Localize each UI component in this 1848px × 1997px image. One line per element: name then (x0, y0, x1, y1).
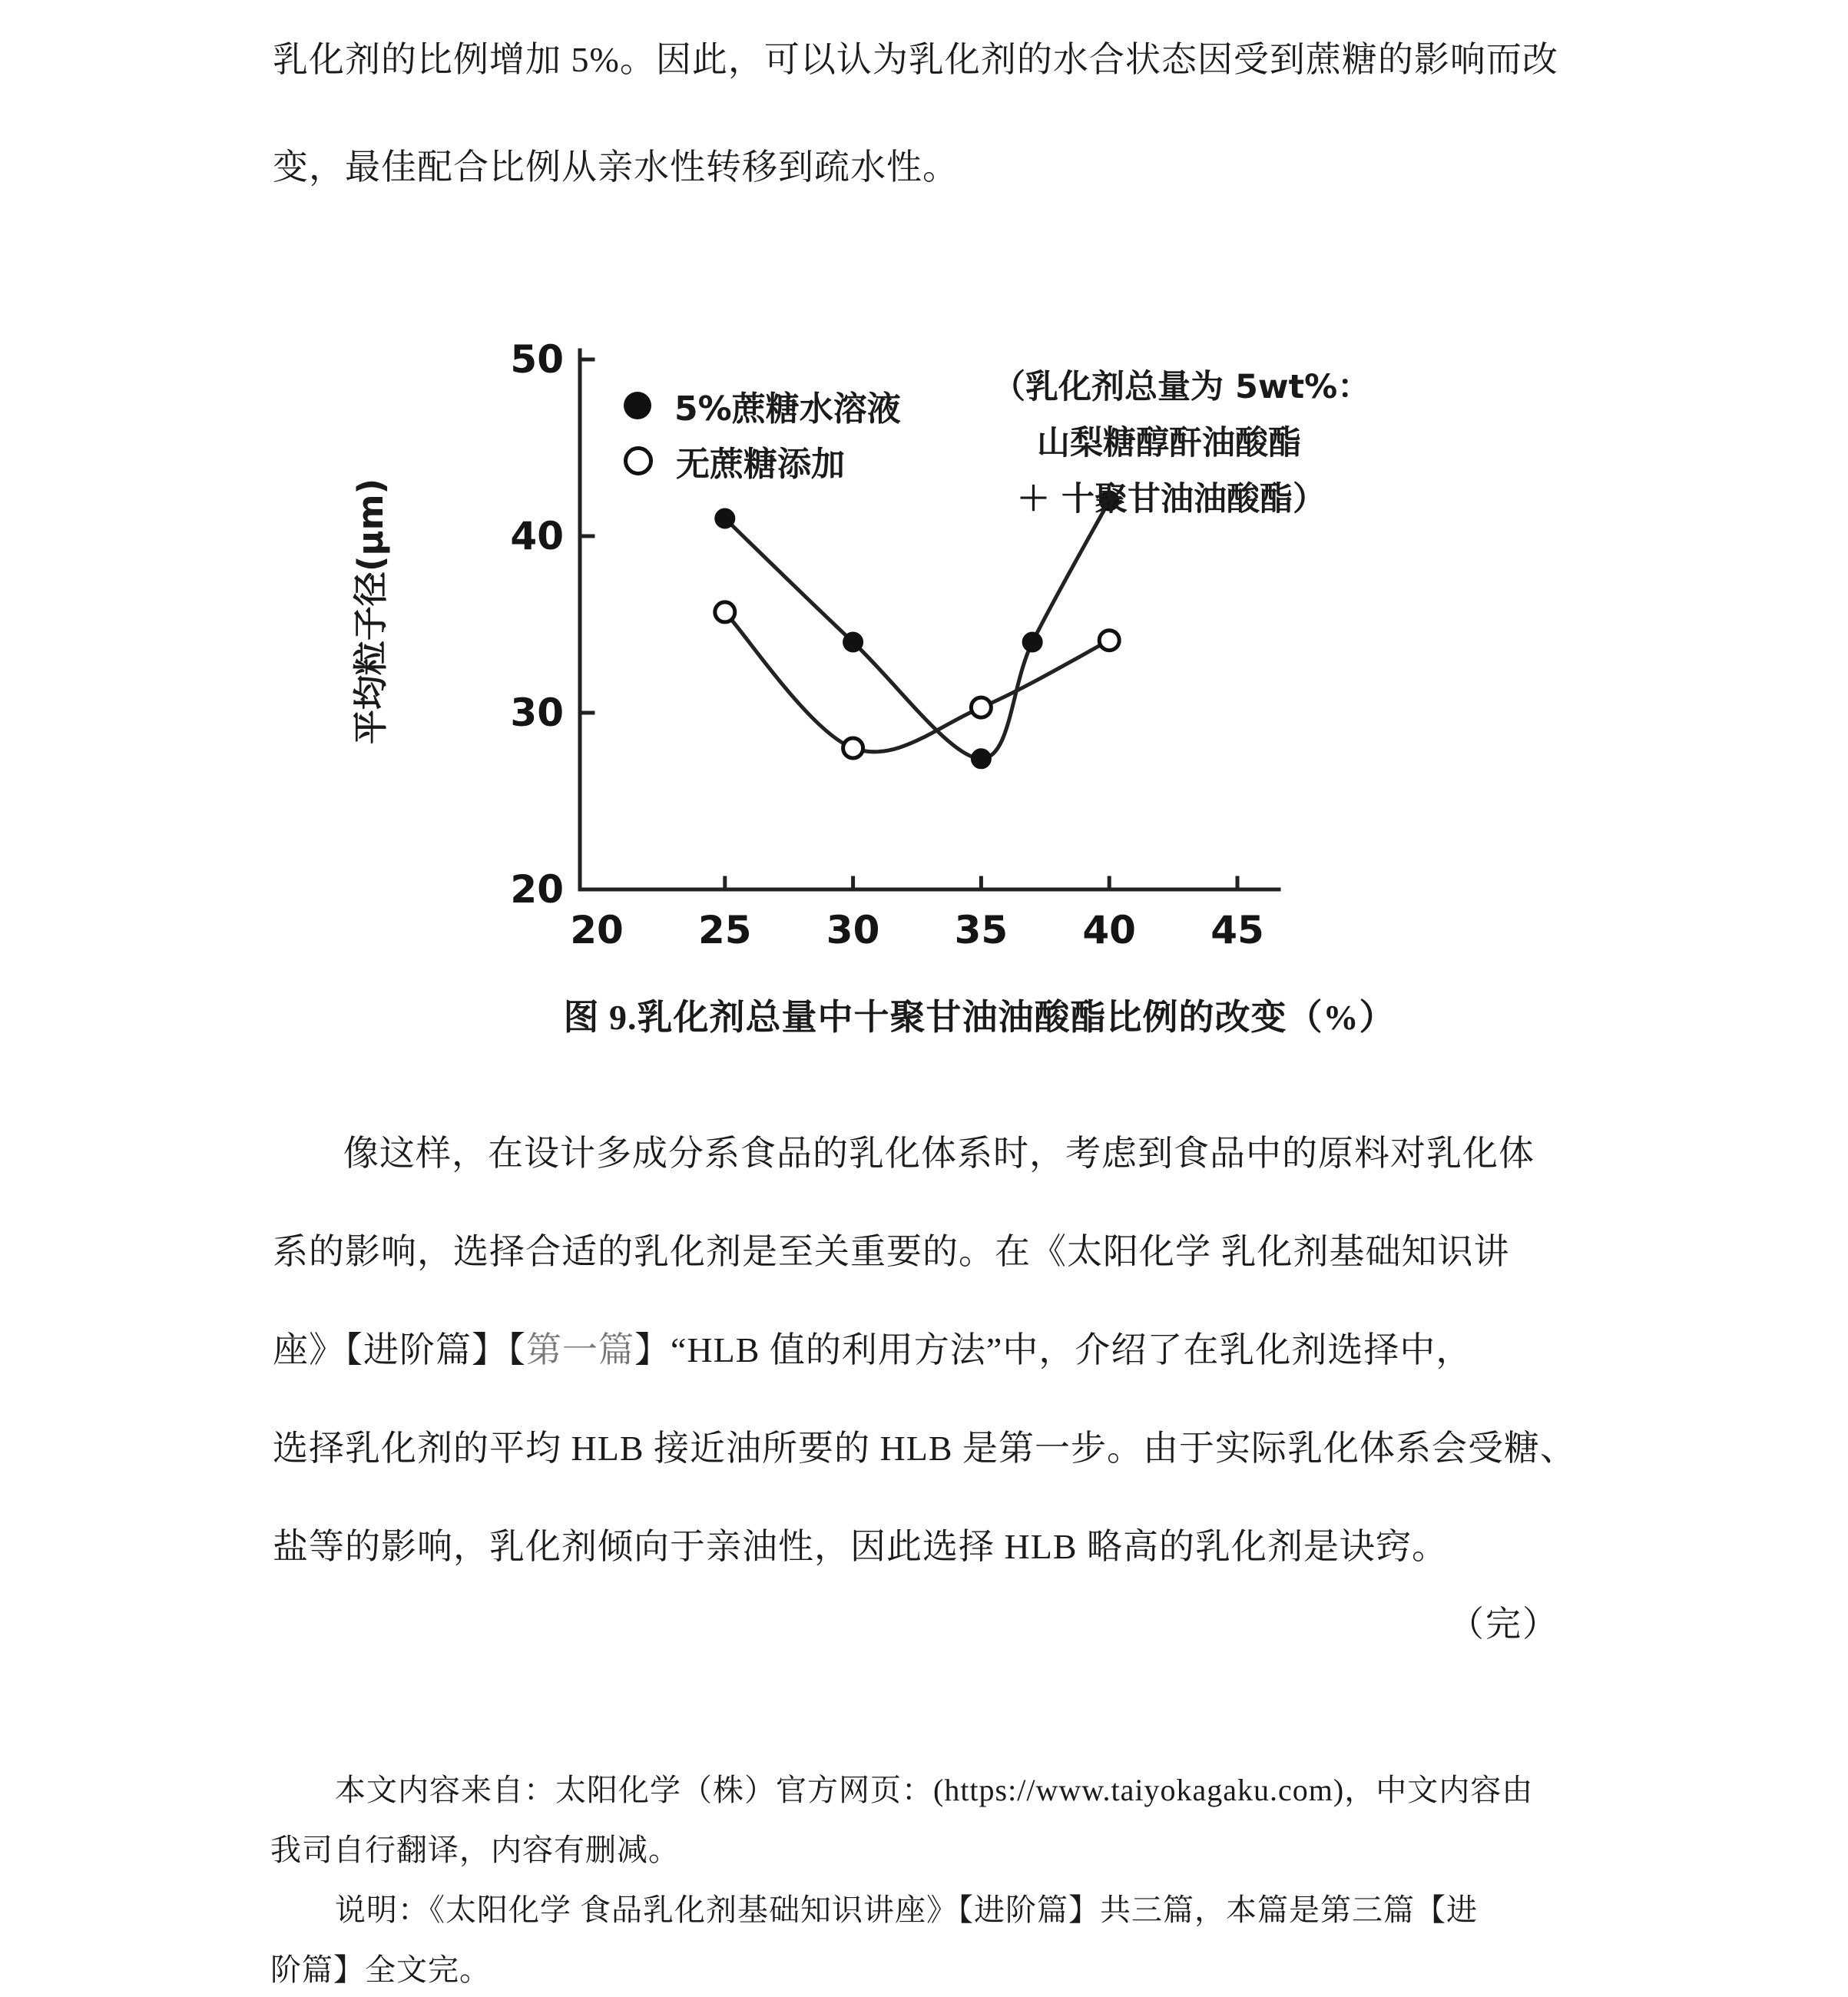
chart-annotation (992, 359, 1370, 528)
reference-part-one: 第一篇 (526, 1330, 634, 1369)
annotation-line: ＋ 十聚甘油油酸酯） (1017, 480, 1326, 518)
svg-text:40: 40 (1082, 908, 1136, 952)
footer-line: 说明：《太阳化学 食品乳化剂基础知识讲座》【进阶篇】共三篇，本篇是第三篇【进 (335, 1893, 1478, 1927)
text-line: 系的影响，选择合适的乳化剂是至关重要的。在《太阳化学 乳化剂基础知识讲 (273, 1232, 1510, 1271)
svg-text:20: 20 (510, 867, 564, 912)
svg-text:30: 30 (510, 691, 564, 735)
figure-line-chart (323, 338, 1371, 1060)
text-line: 变，最佳配合比例从亲水性转移到疏水性。 (273, 147, 959, 187)
text-line: 乳化剂的比例增加 5%。因此，可以认为乳化剂的水合状态因受到蔗糖的影响而改 (273, 40, 1558, 79)
filled-circle-icon (624, 392, 651, 419)
footer-note (270, 1760, 1533, 1997)
annotation-line: （乳化剂总量为 5wt%： (992, 368, 1371, 406)
svg-text:45: 45 (1210, 908, 1264, 952)
legend-label: 无蔗糖添加 (676, 445, 845, 484)
svg-text:40: 40 (510, 514, 564, 558)
footer-line: 我司自行翻译，内容有删减。 (270, 1833, 680, 1867)
legend-label: 5%蔗糖水溶液 (674, 389, 901, 429)
svg-text:35: 35 (954, 908, 1008, 952)
text-line (273, 1301, 1576, 1399)
text-line: 盐等的影响，乳化剂倾向于亲油性，因此选择 HLB 略高的乳化剂是诀窍。 (273, 1527, 1448, 1566)
series-0 (715, 491, 1119, 769)
text-segment: 】“HLB 值的利用方法”中，介绍了在乳化剂选择中， (634, 1330, 1472, 1369)
footer-line: 本文内容来自：太阳化学（株）官方网页：(https://www.taiyokagaku.com)，中文内容由 (335, 1773, 1534, 1807)
text-line: 选择乳化剂的平均 HLB 接近油所要的 HLB 是第一步。由于实际乳化体系会受糖、 (273, 1429, 1576, 1468)
y-axis-label: 平均粒子径(μm) (350, 478, 391, 745)
series-1 (715, 602, 1119, 758)
footer-line: 阶篇】全文完。 (270, 1952, 491, 1987)
svg-text:25: 25 (698, 908, 752, 952)
svg-text:30: 30 (826, 908, 880, 952)
text-segment: 座》【进阶篇】【 (273, 1330, 526, 1369)
open-circle-icon (624, 446, 653, 475)
chart-legend (624, 378, 901, 488)
svg-text:20: 20 (570, 908, 624, 952)
paragraph-top (273, 6, 1558, 221)
paragraph-body (273, 1104, 1576, 1596)
legend-item (624, 433, 901, 488)
annotation-line: 山梨糖醇酐油酸酯 (1037, 424, 1301, 462)
svg-text:50: 50 (510, 338, 564, 382)
text-line: 像这样，在设计多成分系食品的乳化体系时，考虑到食品中的原料对乳化体 (343, 1134, 1535, 1173)
figure-caption: 图 9.乳化剂总量中十聚甘油油酸酯比例的改变（%） (563, 998, 1396, 1037)
end-mark: （完） (1449, 1605, 1559, 1644)
legend-item (624, 378, 901, 433)
